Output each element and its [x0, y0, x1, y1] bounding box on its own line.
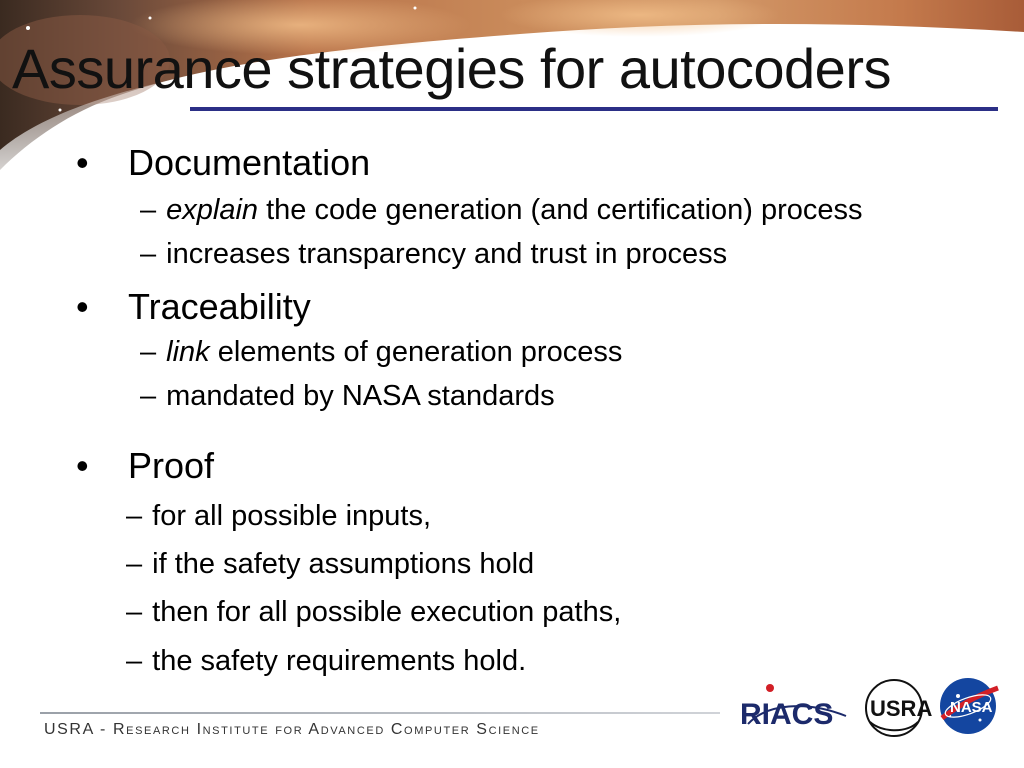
sub-dash: –: [126, 645, 143, 677]
riacs-logo-text: RIACS: [740, 698, 834, 731]
sub-dash: –: [126, 500, 143, 532]
riacs-logo: [740, 684, 846, 731]
sub-text: elements of generation process: [209, 336, 623, 368]
bullet-dot: •: [76, 286, 89, 327]
nasa-logo-text: NASA: [950, 699, 993, 716]
sub-text: increases transparency and trust in process: [166, 238, 728, 270]
sub-bullet: [126, 645, 526, 678]
sub-dash: –: [140, 380, 157, 412]
sub-text: mandated by NASA standards: [166, 380, 555, 412]
emphasis-text: link: [166, 336, 210, 368]
footer-divider: [40, 712, 720, 714]
sub-bullet: [140, 336, 622, 369]
sub-bullet: [126, 548, 534, 581]
sub-text: for all possible inputs,: [152, 500, 432, 532]
usra-logo: [866, 680, 932, 736]
sub-text: the code generation (and certification) process: [258, 194, 863, 226]
sub-bullet: [126, 596, 621, 629]
slide-title: Assurance strategies for autocoders: [12, 37, 891, 100]
footer-logos: [736, 676, 1016, 756]
sub-bullet: [140, 194, 863, 227]
sub-text: if the safety assumptions hold: [152, 548, 535, 580]
sub-dash: –: [126, 596, 143, 628]
bullet-label: Traceability: [128, 286, 311, 327]
bullet-label: Documentation: [128, 142, 371, 183]
sub-text: the safety requirements hold.: [152, 645, 527, 677]
sub-dash: –: [126, 548, 143, 580]
bullet-traceability: [76, 286, 311, 328]
sub-bullet: [140, 380, 555, 413]
sub-bullet: [140, 238, 727, 271]
bullet-label: Proof: [128, 445, 215, 486]
footer-text: USRA - Research Institute for Advanced Computer Science: [44, 721, 540, 738]
bullet-proof: [76, 445, 215, 487]
bullet-dot: •: [76, 142, 89, 183]
nasa-logo: [940, 678, 998, 734]
sub-dash: –: [140, 194, 157, 226]
emphasis-text: explain: [166, 194, 259, 226]
sub-text: then for all possible execution paths,: [152, 596, 622, 628]
sub-dash: –: [140, 238, 157, 270]
bullet-documentation: [76, 142, 371, 184]
bullet-dot: •: [76, 445, 89, 486]
usra-logo-text: USRA: [870, 696, 933, 721]
sub-dash: –: [140, 336, 157, 368]
sub-bullet: [126, 500, 431, 533]
